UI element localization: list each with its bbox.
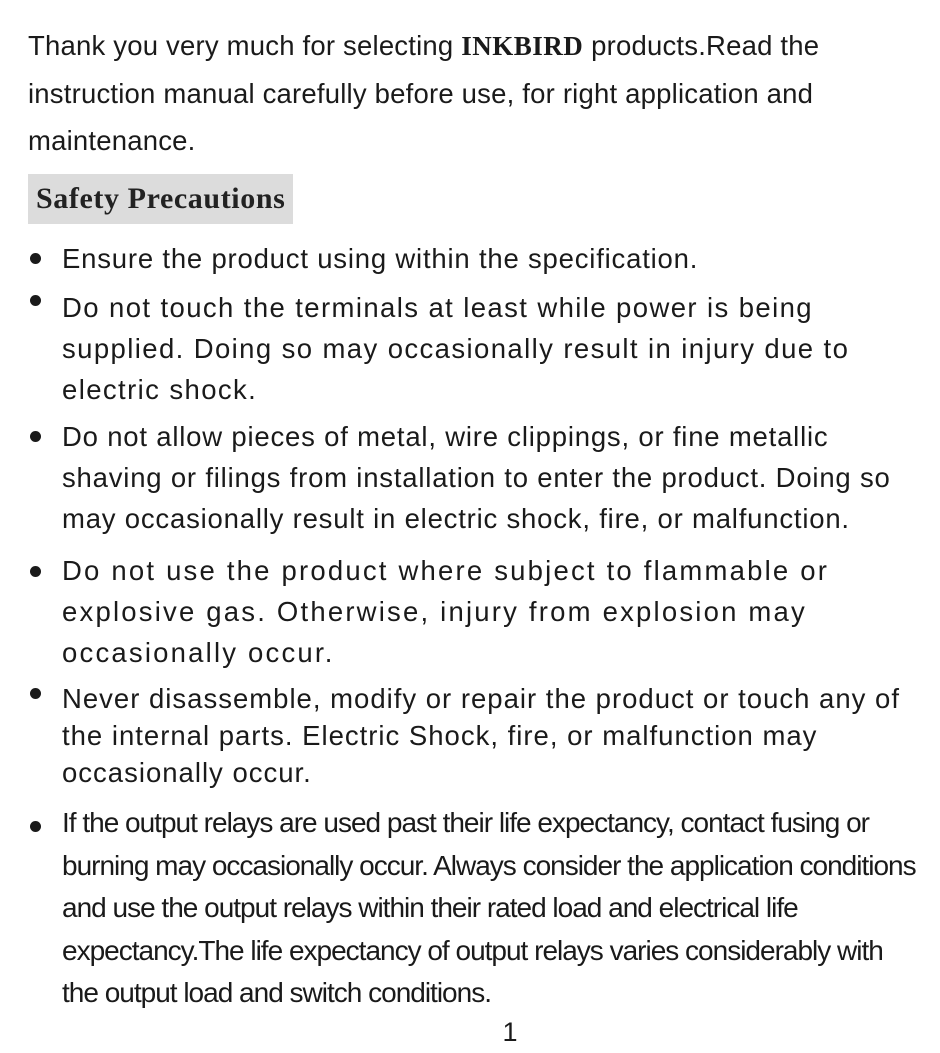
page-number: 1 [502,1017,518,1047]
precaution-item: Do not use the product where subject to flammable or explosive gas. Otherwise, injury from explosion may occasionally occur. [62,555,830,668]
precaution-item: Do not allow pieces of metal, wire clippings, or fine metallic shaving or filings from installation to enter the product. Doing so may occasionally result in electric shock, fire, or malfunction. [62,421,891,534]
intro-paragraph [28,22,918,164]
intro-text-before-brand: Thank you very much for selecting [28,30,462,61]
bullet-icon [30,688,41,699]
section-heading-label: Safety Precautions [36,182,286,215]
precaution-item: Never disassemble, modify or repair the product or touch any of the internal parts. Electric Shock, fire, or malfunction may occasionally occur. [62,683,900,788]
intro-text-after-brand: products.Read the instruction manual carefully before use, for right application and maintenance. [28,30,820,156]
precaution-item: Do not touch the terminals at least while power is being supplied. Doing so may occasionally result in injury due to electric shock. [62,292,850,405]
bullet-icon [30,253,41,264]
brand-name: INKBIRD [461,31,584,61]
bullet-icon [30,431,41,442]
section-heading [28,174,293,224]
bullet-icon [30,566,41,577]
precaution-item: If the output relays are used past their life expectancy, contact fusing or burning may occasionally occur. Always consider the application conditions and use the output relays within their rated load and electrical life expectancy.The life expectancy of output relays varies considerably with the output load and switch conditions. [62,807,916,1008]
precaution-item: Ensure the product using within the specification. [62,243,699,274]
bullet-icon [30,295,41,306]
bullet-icon [30,821,41,832]
